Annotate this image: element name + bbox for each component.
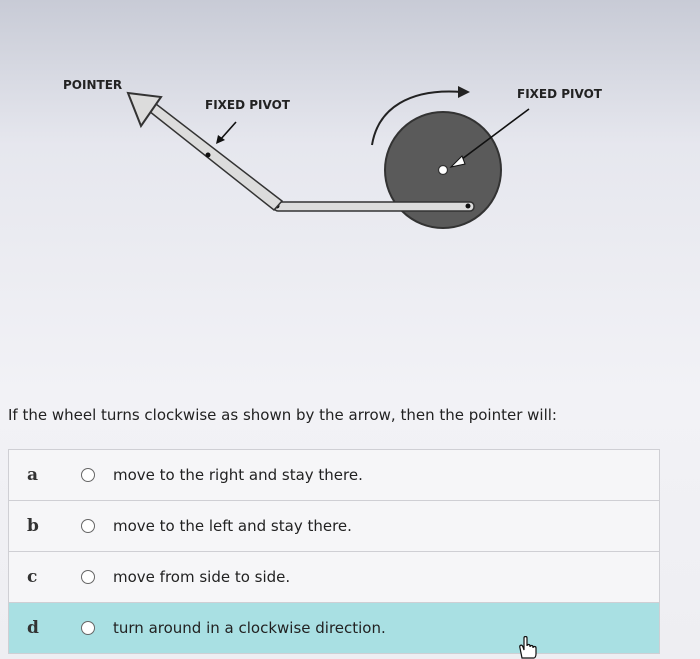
choice-label: turn around in a clockwise direction. bbox=[113, 619, 386, 637]
connecting-rod bbox=[274, 202, 474, 211]
fixed-pivot-label-right: FIXED PIVOT bbox=[517, 87, 602, 101]
pointer-label: POINTER bbox=[63, 78, 123, 92]
mechanism-diagram bbox=[0, 0, 700, 260]
hand-cursor-icon bbox=[514, 636, 550, 659]
question-text: If the wheel turns clockwise as shown by the arrow, then the pointer will: bbox=[8, 406, 557, 424]
choice-c[interactable] bbox=[9, 552, 659, 603]
left-pivot-leader bbox=[220, 122, 236, 140]
choice-label: move to the right and stay there. bbox=[113, 466, 363, 484]
pointer-arm bbox=[149, 104, 282, 210]
choice-letter: c bbox=[27, 567, 38, 587]
radio-button[interactable] bbox=[81, 621, 95, 635]
choice-letter: b bbox=[27, 516, 39, 536]
radio-button[interactable] bbox=[81, 519, 95, 533]
choice-label: move from side to side. bbox=[113, 568, 291, 586]
choice-letter: d bbox=[27, 618, 39, 638]
answer-choices bbox=[8, 449, 660, 654]
wheel-pivot bbox=[439, 166, 448, 175]
fixed-pivot-label-left: FIXED PIVOT bbox=[205, 98, 290, 112]
choice-b[interactable] bbox=[9, 501, 659, 552]
choice-a[interactable] bbox=[9, 450, 659, 501]
radio-button[interactable] bbox=[81, 468, 95, 482]
rod-joint-right bbox=[466, 204, 471, 209]
radio-button[interactable] bbox=[81, 570, 95, 584]
choice-letter: a bbox=[27, 465, 39, 485]
rotation-arrowhead-icon bbox=[458, 86, 470, 98]
choice-d[interactable] bbox=[9, 603, 659, 653]
choice-label: move to the left and stay there. bbox=[113, 517, 352, 535]
pointer-pivot bbox=[206, 153, 211, 158]
